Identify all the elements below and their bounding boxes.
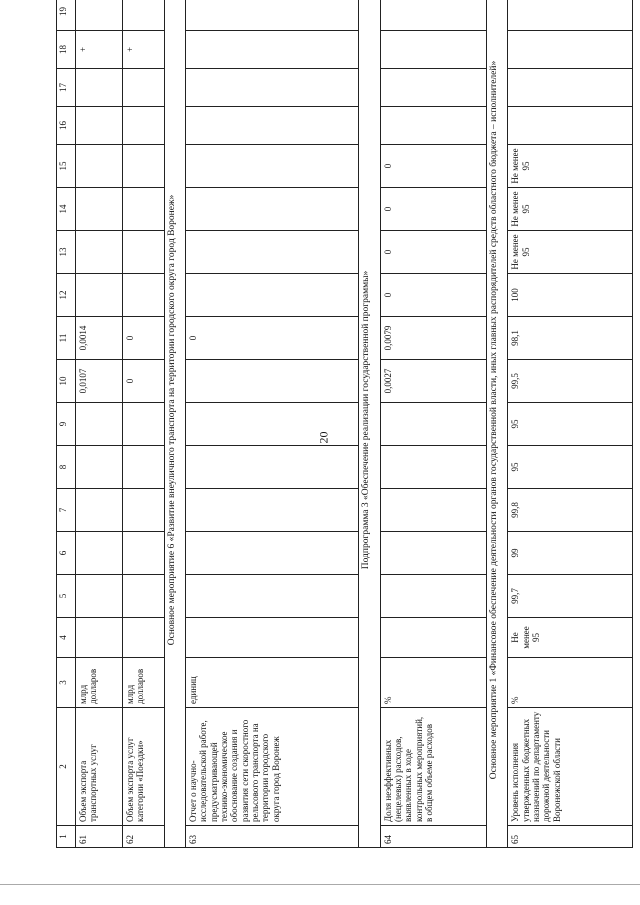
value-cell [75,575,122,618]
value-cell: 0 [380,231,487,274]
section-title: Подпрограмма 3 «Обеспечение реализации государственной программы» [359,0,380,848]
value-cell [508,107,633,145]
value-cell [380,532,487,575]
unit: % [380,658,487,708]
value-cell [380,0,487,31]
value-cell [75,618,122,658]
value-cell [75,532,122,575]
header-cell: 16 [57,107,76,145]
value-cell [122,188,164,231]
value-cell [75,69,122,107]
value-cell: 0 [380,274,487,317]
value-cell [185,446,358,489]
section-row [164,0,185,848]
value-cell [380,69,487,107]
value-cell [75,188,122,231]
page-number: 20 [316,431,331,444]
value-cell [508,69,633,107]
section-title: Основное мероприятие 6 «Развитие внеуличного транспорта на территории городского округа город Воронеж» [164,0,185,848]
value-cell [122,575,164,618]
header-row [57,0,76,848]
value-cell: 99,8 [508,489,633,532]
value-cell [75,489,122,532]
value-cell [380,575,487,618]
value-cell [122,107,164,145]
value-cell: Не менее 95 [508,618,633,658]
header-cell: 10 [57,360,76,403]
value-cell [75,274,122,317]
header-cell: 15 [57,145,76,188]
header-cell: 8 [57,446,76,489]
table-area [56,7,633,848]
section-row [359,0,380,848]
value-cell [380,31,487,69]
header-cell: 3 [57,658,76,708]
value-cell: Не менее 95 [508,188,633,231]
header-cell: 7 [57,489,76,532]
value-cell: 99 [508,532,633,575]
value-cell [75,145,122,188]
section-title: Основное мероприятие 1 «Финансовое обеспечение деятельности органов государственной власти, иных главных распорядителей средств областного бюджета – исполнителей» [487,0,508,848]
value-cell [185,188,358,231]
value-cell [185,360,358,403]
header-cell: 14 [57,188,76,231]
value-cell: 0 [380,188,487,231]
value-cell [185,575,358,618]
header-cell: 11 [57,317,76,360]
value-cell: Не менее 95 [508,145,633,188]
value-cell [122,532,164,575]
value-cell: 0,0014 [75,317,122,360]
value-cell: 99,5 [508,360,633,403]
value-cell [122,489,164,532]
unit: единиц [185,658,358,708]
value-cell [75,403,122,446]
table-row [508,0,633,848]
header-cell: 18 [57,31,76,69]
page-bottom-divider [0,884,640,885]
value-cell [185,0,358,31]
value-cell [185,618,358,658]
header-cell: 12 [57,274,76,317]
value-cell [185,69,358,107]
value-cell [380,446,487,489]
value-cell [75,0,122,31]
value-cell [122,145,164,188]
value-cell [185,274,358,317]
value-cell [380,618,487,658]
unit: % [508,658,633,708]
value-cell: 99,7 [508,575,633,618]
header-cell: 4 [57,618,76,658]
section-row [487,0,508,848]
value-cell: 0 [185,317,358,360]
value-cell [185,231,358,274]
row-number: 65 [508,826,633,848]
value-cell [380,489,487,532]
value-cell: 0,0079 [380,317,487,360]
header-cell: 2 [57,708,76,826]
header-cell: 19 [57,0,76,31]
table-row [122,0,164,848]
value-cell [122,274,164,317]
value-cell [122,446,164,489]
value-cell: + [75,31,122,69]
header-cell: 5 [57,575,76,618]
value-cell: 0,0027 [380,360,487,403]
header-cell: 13 [57,231,76,274]
value-cell: 0 [380,145,487,188]
value-cell: 95 [508,403,633,446]
value-cell [75,231,122,274]
value-cell [508,31,633,69]
value-cell: + [122,31,164,69]
value-cell [75,107,122,145]
indicator-name: Доля неэффективных (нецелевых) расходов, выявленных в ходе контрольных мероприятий, в общем объеме расходов [380,708,487,826]
value-cell [122,618,164,658]
table-row [380,0,487,848]
header-cell: 9 [57,403,76,446]
value-cell: 0 [122,317,164,360]
row-number: 61 [75,826,122,848]
indicator-name: Объем экспорта транспортных услуг [75,708,122,826]
value-cell [122,403,164,446]
value-cell: 100 [508,274,633,317]
value-cell [122,69,164,107]
value-cell [508,0,633,31]
value-cell [185,31,358,69]
unit: млрд долларов [122,658,164,708]
indicator-name: Уровень исполнения утвержденных бюджетных назначений по департаменту дорожной деятельности Воронежской области [508,708,633,826]
header-cell: 1 [57,826,76,848]
value-cell [185,107,358,145]
row-number: 62 [122,826,164,848]
value-cell [122,231,164,274]
value-cell: 98,1 [508,317,633,360]
value-cell: Не менее 95 [508,231,633,274]
table-row [75,0,122,848]
value-cell [380,403,487,446]
indicator-name: Объем экспорта услуг категории «Поездки» [122,708,164,826]
value-cell [380,107,487,145]
value-cell [185,403,358,446]
value-cell [122,0,164,31]
value-cell [185,489,358,532]
value-cell: 0 [122,360,164,403]
header-cell: 17 [57,69,76,107]
header-cell: 6 [57,532,76,575]
indicator-name: Отчет о научно-исследовательской работе, предусматривающей технико-экономическое обоснование создания и развития сети скоростного рельсового транспорта на территории городского округа город Воронеж [185,708,358,826]
unit: млрд долларов [75,658,122,708]
row-number: 63 [185,826,358,848]
value-cell: 0,0107 [75,360,122,403]
value-cell [185,532,358,575]
row-number: 64 [380,826,487,848]
value-cell [185,145,358,188]
value-cell: 95 [508,446,633,489]
indicators-table [56,0,633,848]
value-cell [75,446,122,489]
table-row [185,0,358,848]
